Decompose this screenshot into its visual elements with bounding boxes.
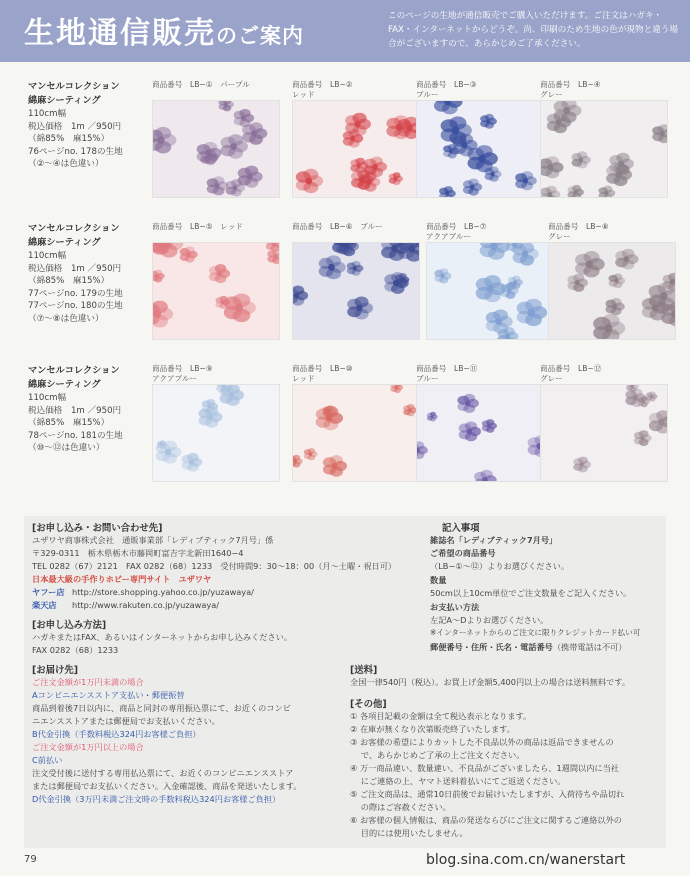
flower-center: [395, 386, 398, 389]
flower-center: [505, 334, 510, 339]
swatch-label: 商品番号 LB−⑤ レッド: [152, 222, 243, 231]
flower-center: [573, 190, 577, 194]
payment-c-text-2: または郵便局でお支払いください。入金確認後、商品を発送いたします。: [32, 781, 302, 791]
flower-center: [189, 460, 194, 465]
flower-center: [512, 243, 516, 247]
flower-center: [623, 256, 629, 262]
delivery-heading: [お届け先]: [32, 665, 79, 676]
floral-pattern: [153, 101, 279, 197]
fabric-name: 綿麻シーティング: [28, 95, 101, 106]
yahoo-label: ヤフー店: [32, 587, 65, 597]
flower-center: [449, 149, 453, 153]
floral-pattern: [549, 243, 675, 339]
flower-center: [273, 254, 277, 258]
flower-center: [487, 424, 491, 428]
flower-center: [406, 125, 412, 131]
flower-center: [207, 414, 213, 420]
address-line: [430, 641, 627, 653]
other-item: ① 各項目記載の金額は全て税込表示となります。: [350, 711, 532, 721]
fabric-price: 税込価格 1m ／950円: [28, 263, 122, 274]
flower-center: [214, 183, 219, 188]
flower-center: [154, 310, 162, 318]
other-item: の際はご容赦ください。: [350, 802, 451, 812]
flower-center: [431, 415, 434, 418]
swatch-label: 商品番号 LB−⑪ ブルー: [416, 364, 478, 383]
color-note: （②〜④は色違い）: [28, 159, 104, 170]
flower-center: [470, 185, 475, 190]
flower-center: [467, 429, 473, 435]
page-number: 79: [24, 854, 37, 865]
color-note: （⑦〜⑧は色違い）: [28, 313, 104, 324]
flower-center: [241, 116, 246, 121]
floral-pattern: [153, 385, 279, 481]
flower-center: [660, 292, 668, 300]
quantity-text: 50cm以上10cm単位でご注文数量をご記入ください。: [430, 588, 632, 598]
payment-method-text: 左記A〜Dよりお選びください。: [430, 615, 549, 625]
flower-center: [293, 459, 297, 463]
rakuten-url[interactable]: http://www.rakuten.co.jp/yuzawaya/: [72, 600, 220, 610]
fabric-content: （綿85% 麻15%）: [28, 418, 110, 429]
floral-pattern: [153, 243, 279, 339]
floral-pattern: [293, 101, 419, 197]
swatch-label: 商品番号 LB−④ グレー: [540, 80, 601, 99]
color-note: （⑩〜⑫は色違い）: [28, 443, 105, 454]
other-heading: [その他]: [350, 699, 387, 710]
flower-center: [461, 142, 467, 148]
contact-phone: TEL 0282（67）2121 FAX 0282（68）1233 受付時間9：30〜18：00（月〜土曜・祝日可）: [32, 561, 397, 571]
order-method-text: ハガキまたはFAX、あるいはインターネットからお申し込みください。: [32, 632, 293, 642]
flower-center: [221, 301, 225, 305]
flower-center: [578, 158, 583, 163]
flower-center: [650, 395, 653, 398]
floral-pattern: [541, 385, 667, 481]
swatch-label: 商品番号 LB−⑨ アクアブルー: [152, 364, 213, 383]
swatch-label: 商品番号 LB−③ ブルー: [416, 80, 477, 99]
yahoo-url[interactable]: http://store.shopping.yahoo.co.jp/yuzawaya/: [72, 587, 254, 597]
fabric-swatch-image: [292, 100, 420, 198]
address-note: （携帯電話は不可）: [552, 642, 627, 652]
swatch-lb-4[interactable]: [540, 80, 668, 198]
order-info-panel: [24, 516, 666, 848]
fabric-swatch-image: [292, 384, 420, 482]
floral-pattern: [417, 101, 543, 197]
flower-center: [233, 185, 238, 190]
floral-pattern: [427, 243, 553, 339]
flower-center: [660, 131, 665, 136]
fabric-swatch-image: [416, 100, 544, 198]
fabric-info-row-1: [28, 80, 146, 171]
floral-pattern: [541, 101, 667, 197]
flower-center: [354, 121, 360, 127]
swatch-lb-5[interactable]: [152, 222, 280, 340]
flower-center: [331, 463, 337, 469]
flower-center: [658, 419, 664, 425]
flower-center: [486, 285, 494, 293]
magazine-name: 雑誌名「レディブティック7月号」: [430, 535, 558, 545]
flower-center: [400, 278, 404, 282]
order-fax: FAX 0282（68）1233: [32, 645, 119, 655]
flower-center: [205, 150, 211, 156]
flower-center: [228, 392, 234, 398]
swatch-background: [153, 385, 279, 481]
floral-pattern: [417, 385, 543, 481]
collection-name: マンセルコレクション: [28, 365, 120, 376]
collection-name: マンセルコレクション: [28, 223, 120, 234]
rakuten-label: 楽天店: [32, 600, 57, 610]
rakuten-link-row[interactable]: [32, 599, 219, 611]
floral-pattern: [293, 385, 419, 481]
fabric-width: 110cm幅: [28, 393, 67, 403]
shop-title: 日本最大級の手作りホビー専門サイト ユザワヤ: [32, 574, 212, 584]
flower-center: [309, 453, 312, 456]
payment-a-text-1: 商品到着後7日以内に、商品と同封の専用振込票にて、お近くのコンビ: [32, 703, 291, 713]
flower-center: [478, 155, 486, 163]
flower-center: [522, 251, 529, 258]
fabric-swatch-image: [152, 100, 280, 198]
flower-center: [207, 404, 211, 408]
under-10000-title: ご注文金額が1万円未満の場合: [32, 677, 144, 687]
fabric-price: 税込価格 1m ／950円: [28, 121, 122, 132]
other-item: ⑥ お客様の個人情報は、商品の発送ならびにご注文に関するご連絡以外の: [350, 815, 622, 825]
fabric-swatch-image: [540, 100, 668, 198]
flower-center: [633, 395, 638, 400]
floral-pattern: [293, 243, 419, 339]
quantity-title: 数量: [430, 575, 447, 585]
fabric-price: 税込価格 1m ／950円: [28, 405, 122, 416]
fabric-name: 綿麻シーティング: [28, 237, 101, 248]
swatch-label: 商品番号 LB−⑦ アクアブルー: [426, 222, 487, 241]
flower-center: [357, 163, 361, 167]
flower-center: [547, 164, 553, 170]
page-reference: 77ページno. 179の生地: [28, 288, 123, 299]
swatch-lb-8[interactable]: [548, 222, 676, 340]
title-main: 生地通信販売: [24, 16, 216, 51]
page-reference-2: 77ページno. 180の生地: [28, 301, 123, 312]
flower-center: [353, 266, 357, 270]
fabric-info-row-2: [28, 222, 146, 326]
fabric-content: （綿85% 麻15%）: [28, 134, 110, 145]
swatch-label: 商品番号 LB−① パープル: [152, 80, 250, 89]
product-number-title: ご希望の商品番号: [430, 548, 496, 558]
over-10000-title: ご注文金額が1万円以上の場合: [32, 742, 144, 752]
contact-address: 〒329-0311 栃木県栃木市藤岡町富吉字北新田1640−4: [32, 548, 244, 558]
fabric-content: （綿85% 麻15%）: [28, 276, 110, 287]
flower-center: [527, 309, 535, 317]
order-method-heading: [お申し込み方法]: [32, 620, 107, 631]
swatch-label: 商品番号 LB−⑥ ブルー: [292, 222, 383, 231]
flower-center: [327, 410, 330, 413]
flower-center: [445, 191, 449, 195]
flower-center: [372, 164, 378, 170]
flower-center: [486, 119, 490, 123]
intro-text: このページの生地が通信販売でご購入いただけます。ご注文はハガキ・FAX・インターネットからどうぞ。尚、印刷のため生地の色が現物と違う場合がございますので、あらかじめご了承ください。: [388, 11, 678, 49]
flower-center: [563, 107, 570, 114]
other-item: ② 在庫が無くなり次第販売終了いたします。: [350, 724, 515, 734]
other-item: 目的には使用いたしません。: [350, 828, 468, 838]
other-item: で、あらかじめご了承の上ご注文ください。: [350, 750, 525, 760]
swatch-lb-6[interactable]: [292, 222, 420, 340]
fabric-name: 綿麻シーティング: [28, 379, 101, 390]
flower-center: [452, 127, 460, 135]
payment-c-title: C前払い: [32, 755, 63, 765]
flower-center: [604, 324, 612, 332]
collection-name: マンセルコレクション: [28, 81, 120, 92]
swatch-background: [293, 385, 419, 481]
flower-center: [547, 192, 552, 197]
fabric-width: 110cm幅: [28, 251, 67, 261]
flower-center: [294, 293, 300, 299]
page-reference: 78ページno. 181の生地: [28, 430, 123, 441]
other-item: にご連絡の上、ヤマト送料着払いにてご返送ください。: [350, 776, 566, 786]
petal: [430, 412, 436, 417]
payment-method-title: お支払い方法: [430, 602, 480, 612]
flower-center: [165, 449, 171, 455]
flower-center: [356, 305, 362, 311]
flower-center: [495, 318, 502, 325]
flower-center: [579, 462, 583, 466]
flower-center: [247, 174, 253, 180]
fabric-swatch-image: [548, 242, 676, 340]
other-item: ⑤ ご注文商品は、通常10日前後でお届けいたしますが、入荷待ちや品切れ: [350, 789, 625, 799]
flower-center: [408, 245, 415, 252]
credit-card-note: ※インターネットからのご注文に限りクレジットカード払い可: [430, 628, 641, 637]
flower-center: [161, 444, 164, 447]
flower-center: [305, 178, 312, 185]
title-suffix: のご案内: [216, 23, 304, 48]
flower-center: [224, 103, 228, 107]
flower-center: [216, 271, 221, 276]
swatch-label: 商品番号 LB−⑫ グレー: [540, 364, 602, 383]
fabric-swatch-image: [540, 384, 668, 482]
notes-heading: 記入事項: [442, 523, 480, 534]
watermark: blog.sina.com.cn/wanerstart: [426, 852, 626, 868]
shipping-text: 全国一律540円（税込）。お買上げ金額5,400円以上の場合は送料無料です。: [350, 677, 630, 687]
flower-center: [350, 136, 355, 141]
yahoo-link-row[interactable]: [32, 586, 254, 598]
swatch-lb-1[interactable]: [152, 80, 280, 198]
flower-center: [391, 245, 398, 252]
flower-center: [604, 191, 608, 195]
page-reference: 76ページno. 178の生地: [28, 146, 123, 157]
payment-d: D代金引換（3万円未満ご注文時の手数料税込324円お客様ご負担）: [32, 794, 281, 804]
contact-heading: [お申し込み・お問い合わせ先]: [32, 523, 163, 534]
shipping-heading: [送料]: [350, 665, 378, 676]
fabric-swatch-image: [426, 242, 554, 340]
other-item: ④ 万一商品違い、数量違い、不良品がございましたら、1週間以内に当社: [350, 763, 619, 773]
swatch-label: 商品番号 LB−② レッド: [292, 80, 353, 99]
other-item: ③ お客様の希望によりカットした不良品以外の商品は返品できませんの: [350, 737, 614, 747]
contact-company: ユザワヤ商事株式会社 通販事業部「レディブティック7月号」係: [32, 535, 274, 545]
flower-center: [155, 274, 159, 278]
flower-center: [440, 274, 444, 278]
fabric-swatch-image: [152, 242, 280, 340]
flower-center: [359, 177, 365, 183]
flower-center: [640, 436, 644, 440]
flower-center: [408, 409, 411, 412]
flower-center: [235, 304, 243, 312]
flower-center: [575, 280, 580, 285]
address-title: 郵便番号・住所・氏名・電話番号: [430, 642, 553, 652]
swatch-lb-9[interactable]: [152, 364, 280, 482]
product-number-text: （LB−①〜⑫）よりお選びください。: [430, 561, 570, 571]
flower-center: [507, 288, 512, 293]
payment-c-text-1: 注文受付後に送付する専用払込票にて、お近くのコンビニエンスストア: [32, 768, 294, 778]
payment-a-text-2: ニエンスストアまたは郵便局でお支払いください。: [32, 716, 220, 726]
flower-center: [586, 261, 593, 268]
fabric-width: 110cm幅: [28, 109, 67, 119]
fabric-swatch-image: [152, 384, 280, 482]
flower-center: [230, 143, 237, 150]
flower-center: [328, 264, 335, 271]
fabric-swatch-image: [416, 384, 544, 482]
flower-center: [344, 243, 350, 249]
swatch-lb-10[interactable]: [292, 364, 420, 482]
flower-center: [612, 304, 617, 309]
swatch-lb-3[interactable]: [416, 80, 544, 198]
swatch-label: 商品番号 LB−⑩ レッド: [292, 364, 353, 383]
flower-center: [465, 401, 470, 406]
flower-center: [394, 177, 398, 181]
flower-center: [491, 172, 495, 176]
fabric-swatch-image: [292, 242, 420, 340]
fabric-info-row-3: [28, 364, 146, 455]
flower-center: [614, 279, 618, 283]
swatch-lb-12[interactable]: [540, 364, 668, 482]
petal: [448, 144, 457, 151]
swatch-background: [153, 243, 279, 339]
swatch-lb-7[interactable]: [426, 222, 554, 340]
page-header: [0, 0, 690, 62]
page-title: [24, 8, 304, 52]
payment-b: B代金引換（手数料税込324円お客様ご負担）: [32, 729, 201, 739]
swatch-lb-2[interactable]: [292, 80, 420, 198]
swatch-lb-11[interactable]: [416, 364, 544, 482]
payment-a-title: Aコンビニエンスストア支払い・郵便振替: [32, 690, 185, 700]
flower-center: [615, 171, 621, 177]
flower-center: [157, 136, 164, 143]
flower-center: [251, 130, 257, 136]
flower-center: [186, 252, 191, 257]
flower-center: [523, 178, 528, 183]
swatch-label: 商品番号 LB−⑧ グレー: [548, 222, 609, 241]
